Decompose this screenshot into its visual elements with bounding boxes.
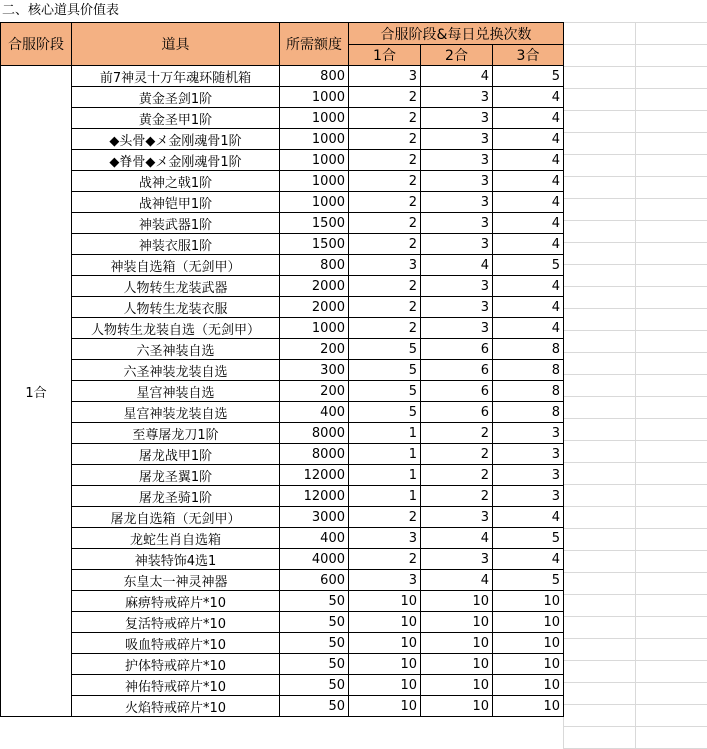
quota-cell[interactable]: 800 (280, 255, 349, 276)
table-row (1, 549, 564, 570)
item-name-cell[interactable]: 屠龙圣翼1阶 (72, 465, 280, 486)
stage3-count-cell[interactable]: 4 (493, 129, 564, 150)
stage2-count-cell[interactable]: 3 (421, 234, 493, 255)
quota-cell[interactable]: 200 (280, 381, 349, 402)
quota-cell[interactable]: 1000 (280, 108, 349, 129)
stage3-count-cell[interactable]: 4 (493, 87, 564, 108)
stage1-count-cell[interactable]: 3 (349, 570, 421, 591)
item-name-cell[interactable]: 龙蛇生肖自选箱 (72, 528, 280, 549)
table-row (1, 150, 564, 171)
quota-cell[interactable]: 1000 (280, 87, 349, 108)
item-name-cell[interactable]: 神装自选箱（无剑甲） (72, 255, 280, 276)
quota-cell[interactable]: 1500 (280, 213, 349, 234)
stage2-count-cell[interactable]: 3 (421, 213, 493, 234)
item-name-cell[interactable]: ◆头骨◆メ金刚魂骨1阶 (72, 129, 280, 150)
item-name-cell[interactable]: 东皇太一神灵神器 (72, 570, 280, 591)
table-row (1, 528, 564, 549)
stage2-count-cell[interactable]: 3 (421, 549, 493, 570)
stage3-count-cell[interactable]: 4 (493, 150, 564, 171)
table-row (1, 486, 564, 507)
stage1-count-cell[interactable]: 5 (349, 339, 421, 360)
quota-cell[interactable]: 50 (280, 696, 349, 717)
quota-cell[interactable]: 400 (280, 528, 349, 549)
table-row (1, 276, 564, 297)
table-row (1, 192, 564, 213)
stage2-count-cell[interactable]: 10 (421, 633, 493, 654)
header-quota[interactable]: 所需额度 (280, 23, 349, 66)
table-row (1, 339, 564, 360)
item-name-cell[interactable]: 复活特戒碎片*10 (72, 612, 280, 633)
stage3-count-cell[interactable]: 3 (493, 465, 564, 486)
table-row (1, 360, 564, 381)
quota-cell[interactable]: 2000 (280, 276, 349, 297)
stage2-count-cell[interactable]: 10 (421, 591, 493, 612)
stage2-count-cell[interactable]: 2 (421, 423, 493, 444)
quota-cell[interactable]: 3000 (280, 507, 349, 528)
item-name-cell[interactable]: 前7神灵十万年魂环随机箱 (72, 66, 280, 87)
header-stage[interactable]: 合服阶段 (1, 23, 72, 66)
stage1-count-cell[interactable]: 2 (349, 171, 421, 192)
stage1-count-cell[interactable]: 10 (349, 654, 421, 675)
stage2-count-cell[interactable]: 3 (421, 192, 493, 213)
header-stage-2[interactable]: 2合 (421, 45, 493, 66)
stage1-count-cell[interactable]: 10 (349, 696, 421, 717)
sheet-caption: 二、核心道具价值表 (2, 3, 120, 18)
item-name-cell[interactable]: 屠龙圣骑1阶 (72, 486, 280, 507)
item-name-cell[interactable]: 黄金圣剑1阶 (72, 87, 280, 108)
quota-cell[interactable]: 800 (280, 66, 349, 87)
stage1-count-cell[interactable]: 5 (349, 381, 421, 402)
quota-cell[interactable]: 1000 (280, 150, 349, 171)
stage3-count-cell[interactable]: 5 (493, 255, 564, 276)
quota-cell[interactable]: 1000 (280, 129, 349, 150)
stage3-count-cell[interactable]: 3 (493, 423, 564, 444)
stage3-count-cell[interactable]: 10 (493, 591, 564, 612)
item-name-cell[interactable]: 神装特饰4选1 (72, 549, 280, 570)
item-name-cell[interactable]: 黄金圣甲1阶 (72, 108, 280, 129)
stage1-count-cell[interactable]: 2 (349, 129, 421, 150)
stage2-count-cell[interactable]: 3 (421, 150, 493, 171)
item-name-cell[interactable]: 人物转生龙装自选（无剑甲） (72, 318, 280, 339)
table-row (1, 381, 564, 402)
table-row (1, 402, 564, 423)
stage1-count-cell[interactable]: 1 (349, 486, 421, 507)
stage3-count-cell[interactable]: 4 (493, 213, 564, 234)
stage3-count-cell[interactable]: 4 (493, 108, 564, 129)
item-name-cell[interactable]: 吸血特戒碎片*10 (72, 633, 280, 654)
table-row (1, 675, 564, 696)
stage1-count-cell[interactable]: 1 (349, 423, 421, 444)
item-name-cell[interactable]: ◆脊骨◆メ金刚魂骨1阶 (72, 150, 280, 171)
stage2-count-cell[interactable]: 10 (421, 612, 493, 633)
item-name-cell[interactable]: 人物转生龙装武器 (72, 276, 280, 297)
item-name-cell[interactable]: 至尊屠龙刀1阶 (72, 423, 280, 444)
header-item[interactable]: 道具 (72, 23, 280, 66)
stage2-count-cell[interactable]: 3 (421, 318, 493, 339)
stage2-count-cell[interactable]: 6 (421, 402, 493, 423)
quota-cell[interactable]: 8000 (280, 444, 349, 465)
stage3-count-cell[interactable]: 10 (493, 612, 564, 633)
stage3-count-cell[interactable]: 8 (493, 381, 564, 402)
stage1-count-cell[interactable]: 2 (349, 507, 421, 528)
item-name-cell[interactable]: 战神铠甲1阶 (72, 192, 280, 213)
stage2-count-cell[interactable]: 6 (421, 339, 493, 360)
table-row (1, 234, 564, 255)
item-name-cell[interactable]: 战神之戟1阶 (72, 171, 280, 192)
stage1-count-cell[interactable]: 10 (349, 675, 421, 696)
stage1-count-cell[interactable]: 5 (349, 402, 421, 423)
stage3-count-cell[interactable]: 5 (493, 528, 564, 549)
quota-cell[interactable]: 400 (280, 402, 349, 423)
table-row (1, 297, 564, 318)
stage3-count-cell[interactable]: 8 (493, 360, 564, 381)
stage3-count-cell[interactable]: 5 (493, 570, 564, 591)
item-name-cell[interactable]: 六圣神装自选 (72, 339, 280, 360)
table-row (1, 444, 564, 465)
item-name-cell[interactable]: 星宫神装自选 (72, 381, 280, 402)
table-row (1, 570, 564, 591)
empty-grid-area (563, 22, 707, 749)
quota-cell[interactable]: 12000 (280, 465, 349, 486)
quota-cell[interactable]: 50 (280, 654, 349, 675)
stage1-count-cell[interactable]: 2 (349, 213, 421, 234)
stage1-count-cell[interactable]: 10 (349, 591, 421, 612)
table-row (1, 654, 564, 675)
item-name-cell[interactable]: 屠龙自选箱（无剑甲） (72, 507, 280, 528)
table-row (1, 87, 564, 108)
stage2-count-cell[interactable]: 3 (421, 297, 493, 318)
stage2-count-cell[interactable]: 2 (421, 486, 493, 507)
table-body (1, 66, 564, 717)
stage2-count-cell[interactable]: 4 (421, 255, 493, 276)
quota-cell[interactable]: 8000 (280, 423, 349, 444)
stage1-count-cell[interactable]: 10 (349, 612, 421, 633)
quota-cell[interactable]: 2000 (280, 297, 349, 318)
item-value-table (0, 22, 564, 717)
stage3-count-cell[interactable]: 5 (493, 66, 564, 87)
header-stage-1[interactable]: 1合 (349, 45, 421, 66)
item-name-cell[interactable]: 护体特戒碎片*10 (72, 654, 280, 675)
stage2-count-cell[interactable]: 4 (421, 570, 493, 591)
table-row (1, 213, 564, 234)
header-exchange-group[interactable]: 合服阶段&每日兑换次数 (349, 23, 564, 45)
stage3-count-cell[interactable]: 4 (493, 171, 564, 192)
stage2-count-cell[interactable]: 3 (421, 129, 493, 150)
item-name-cell[interactable]: 神装衣服1阶 (72, 234, 280, 255)
stage3-count-cell[interactable]: 8 (493, 402, 564, 423)
item-name-cell[interactable]: 人物转生龙装衣服 (72, 297, 280, 318)
quota-cell[interactable]: 50 (280, 591, 349, 612)
quota-cell[interactable]: 1000 (280, 318, 349, 339)
stage2-count-cell[interactable]: 3 (421, 171, 493, 192)
stage1-count-cell[interactable]: 2 (349, 150, 421, 171)
stage3-count-cell[interactable]: 4 (493, 549, 564, 570)
stage2-count-cell[interactable]: 3 (421, 87, 493, 108)
stage2-count-cell[interactable]: 2 (421, 444, 493, 465)
table-row (1, 423, 564, 444)
stage3-count-cell[interactable]: 10 (493, 696, 564, 717)
stage1-count-cell[interactable]: 3 (349, 255, 421, 276)
stage2-count-cell[interactable]: 4 (421, 66, 493, 87)
stage3-count-cell[interactable]: 8 (493, 339, 564, 360)
quota-cell[interactable]: 300 (280, 360, 349, 381)
table-row (1, 255, 564, 276)
quota-cell[interactable]: 4000 (280, 549, 349, 570)
stage1-count-cell[interactable]: 2 (349, 234, 421, 255)
stage3-count-cell[interactable]: 4 (493, 507, 564, 528)
table-row (1, 465, 564, 486)
stage3-count-cell[interactable]: 4 (493, 234, 564, 255)
stage2-count-cell[interactable]: 2 (421, 465, 493, 486)
quota-cell[interactable]: 50 (280, 675, 349, 696)
table-row (1, 171, 564, 192)
table-row (1, 318, 564, 339)
item-name-cell[interactable]: 神装武器1阶 (72, 213, 280, 234)
quota-cell[interactable]: 1500 (280, 234, 349, 255)
stage2-count-cell[interactable]: 6 (421, 381, 493, 402)
item-name-cell[interactable]: 神佑特戒碎片*10 (72, 675, 280, 696)
stage3-count-cell[interactable]: 10 (493, 633, 564, 654)
stage1-count-cell[interactable]: 3 (349, 66, 421, 87)
stage1-count-cell[interactable]: 1 (349, 465, 421, 486)
stage1-count-cell[interactable]: 2 (349, 318, 421, 339)
table-row (1, 696, 564, 717)
stage1-count-cell[interactable]: 10 (349, 633, 421, 654)
table-row (1, 66, 564, 87)
stage3-count-cell[interactable]: 3 (493, 444, 564, 465)
stage3-count-cell[interactable]: 10 (493, 675, 564, 696)
stage-cell[interactable]: 1合 (1, 66, 72, 717)
quota-cell[interactable]: 1000 (280, 192, 349, 213)
stage3-count-cell[interactable]: 4 (493, 192, 564, 213)
table-row (1, 591, 564, 612)
header-stage-3[interactable]: 3合 (493, 45, 564, 66)
stage1-count-cell[interactable]: 5 (349, 360, 421, 381)
table-row (1, 633, 564, 654)
quota-cell[interactable]: 200 (280, 339, 349, 360)
stage1-count-cell[interactable]: 2 (349, 192, 421, 213)
item-name-cell[interactable]: 屠龙战甲1阶 (72, 444, 280, 465)
table-row (1, 108, 564, 129)
stage1-count-cell[interactable]: 1 (349, 444, 421, 465)
stage3-count-cell[interactable]: 4 (493, 318, 564, 339)
stage1-count-cell[interactable]: 2 (349, 108, 421, 129)
quota-cell[interactable]: 1000 (280, 171, 349, 192)
quota-cell[interactable]: 50 (280, 633, 349, 654)
stage2-count-cell[interactable]: 3 (421, 108, 493, 129)
stage2-count-cell[interactable]: 10 (421, 696, 493, 717)
item-name-cell[interactable]: 星宫神装龙装自选 (72, 402, 280, 423)
quota-cell[interactable]: 600 (280, 570, 349, 591)
stage2-count-cell[interactable]: 10 (421, 654, 493, 675)
stage2-count-cell[interactable]: 3 (421, 276, 493, 297)
quota-cell[interactable]: 12000 (280, 486, 349, 507)
stage2-count-cell[interactable]: 3 (421, 507, 493, 528)
table-row (1, 612, 564, 633)
table-row (1, 507, 564, 528)
quota-cell[interactable]: 50 (280, 612, 349, 633)
item-name-cell[interactable]: 六圣神装龙装自选 (72, 360, 280, 381)
stage2-count-cell[interactable]: 6 (421, 360, 493, 381)
stage1-count-cell[interactable]: 2 (349, 276, 421, 297)
stage1-count-cell[interactable]: 2 (349, 549, 421, 570)
table-row (1, 129, 564, 150)
stage2-count-cell[interactable]: 4 (421, 528, 493, 549)
stage1-count-cell[interactable]: 3 (349, 528, 421, 549)
stage1-count-cell[interactable]: 2 (349, 297, 421, 318)
stage3-count-cell[interactable]: 4 (493, 297, 564, 318)
item-name-cell[interactable]: 麻痹特戒碎片*10 (72, 591, 280, 612)
stage3-count-cell[interactable]: 4 (493, 276, 564, 297)
stage3-count-cell[interactable]: 10 (493, 654, 564, 675)
stage2-count-cell[interactable]: 10 (421, 675, 493, 696)
stage3-count-cell[interactable]: 3 (493, 486, 564, 507)
item-name-cell[interactable]: 火焰特戒碎片*10 (72, 696, 280, 717)
stage1-count-cell[interactable]: 2 (349, 87, 421, 108)
